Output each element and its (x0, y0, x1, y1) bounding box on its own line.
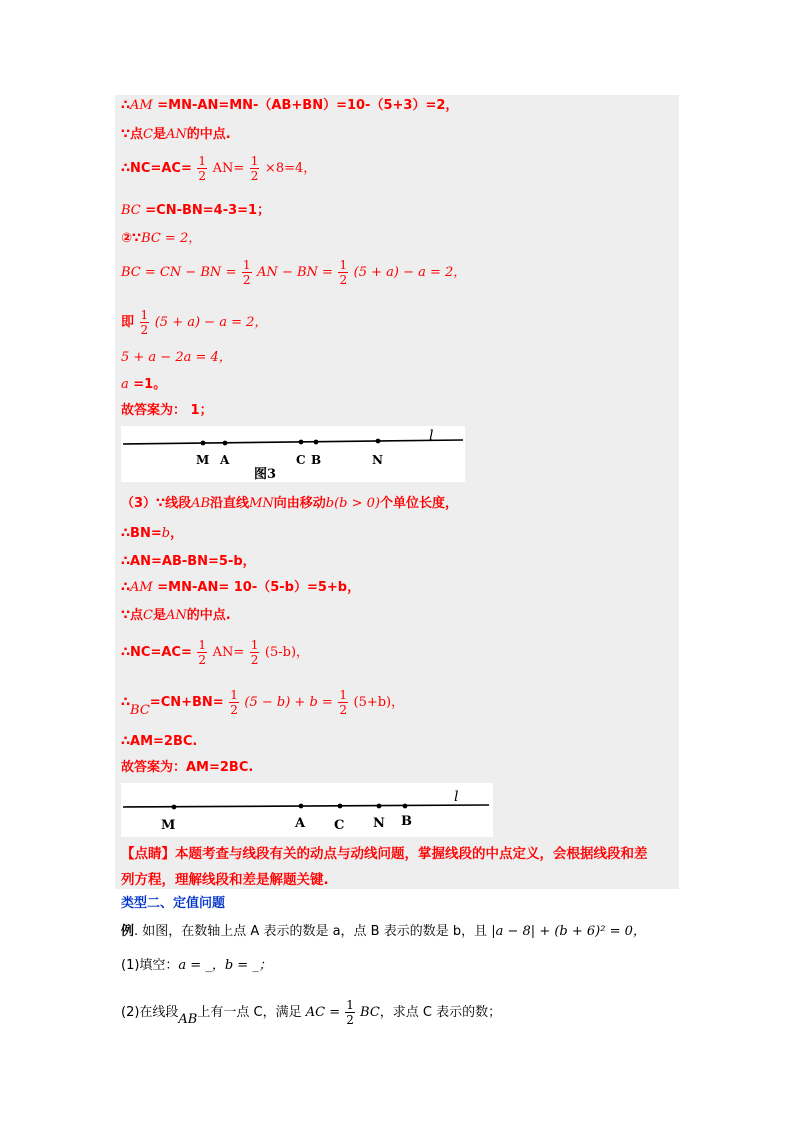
point-c-dot (299, 440, 304, 445)
number-line (123, 440, 463, 444)
figure-caption: 图3 (254, 467, 277, 482)
line-bn: ∴BN=b， (121, 526, 184, 541)
point-m-dot-2 (172, 805, 177, 810)
question-2: (2)在线段AB上有一点 C，满足 AC = $\frac{1}{2}$ BC，求点 C 表示的数； (121, 998, 502, 1027)
point-m-dot (201, 441, 206, 446)
line-answer-2: 故答案为：AM=2BC. (121, 760, 254, 775)
example-line: 例. 如图，在数轴上点 A 表示的数是 a，点 B 表示的数是 b，且 |a − 8| + (b + 6)² = 0， (121, 924, 646, 939)
figure-4 (121, 783, 493, 837)
point-n-dot (376, 439, 381, 444)
point-a-dot-2 (299, 804, 304, 809)
point-b-dot-2 (403, 804, 408, 809)
comment-line-1: 【点睛】本题考查与线段有关的动点与动线问题，掌握线段的中点定义，会根据线段和差 (121, 846, 648, 862)
line-move-ab: （3）∵线段AB沿直线MN向由移动b(b > 0)个单位长度， (121, 496, 458, 511)
point-c-dot-2 (338, 804, 343, 809)
point-a-label-2: A (295, 816, 306, 831)
line-bc-result: BC =CN-BN=4-3=1； (121, 203, 271, 218)
point-b-label: B (311, 453, 322, 467)
question-1: (1)填空：a = _，b = _； (121, 958, 272, 973)
line-midpoint-c: ∵点C是AN的中点. (121, 127, 231, 142)
figure-3 (121, 426, 465, 482)
point-b-label-2: B (401, 814, 412, 829)
line-case-2: ②∵BC = 2， (121, 231, 202, 246)
line-bc-equation: BC = CN − BN = $\frac{1}{2}$ AN − BN = $\frac{1}{2}$ (5 + a) − a = 2， (121, 258, 467, 287)
line-answer-1: 故答案为： 1； (121, 403, 213, 418)
line-label: l (429, 428, 434, 444)
line-am-result: ∴AM =MN-AN=MN-（AB+BN）=10-（5+3）=2， (121, 98, 459, 113)
type2-heading: 类型二、定值问题 (121, 896, 226, 911)
line-a-value: a =1。 (121, 377, 167, 392)
point-a-dot (223, 441, 228, 446)
line-nc-ac: ∴NC=AC= $\frac{1}{2}$ AN= $\frac{1}{2}$ ×8=4， (121, 154, 317, 183)
point-m-label: M (196, 453, 210, 467)
line-midpoint-c-2: ∵点C是AN的中点. (121, 608, 231, 623)
line-equation-expand: 5 + a − 2a = 4， (121, 350, 232, 365)
line-am: ∴AM =MN-AN= 10-（5-b）=5+b， (121, 580, 361, 595)
comment-line-2: 列方程，理解线段和差是解题关键. (121, 872, 329, 888)
line-nc-ac-2: ∴NC=AC= $\frac{1}{2}$ AN= $\frac{1}{2}$ (5-b)， (121, 638, 310, 667)
line-equation-simplified: 即 $\frac{1}{2}$ (5 + a) − a = 2， (121, 308, 268, 337)
point-b-dot (314, 440, 319, 445)
point-n-label: N (372, 453, 383, 467)
line-label-2: l (454, 789, 459, 805)
point-c-label-2: C (334, 818, 345, 833)
number-line-2 (123, 805, 489, 807)
line-bc-2: ∴BC=CN+BN= $\frac{1}{2}$ (5 − b) + b = $\frac{1}{2}$ (5+b)， (121, 688, 405, 718)
point-n-dot-2 (377, 804, 382, 809)
point-m-label-2: M (161, 818, 176, 833)
point-c-label: C (296, 453, 306, 467)
point-a-label: A (220, 453, 230, 467)
point-n-label-2: N (373, 816, 385, 831)
line-am-2bc: ∴AM=2BC. (121, 734, 198, 749)
line-an: ∴AN=AB-BN=5-b， (121, 554, 256, 569)
